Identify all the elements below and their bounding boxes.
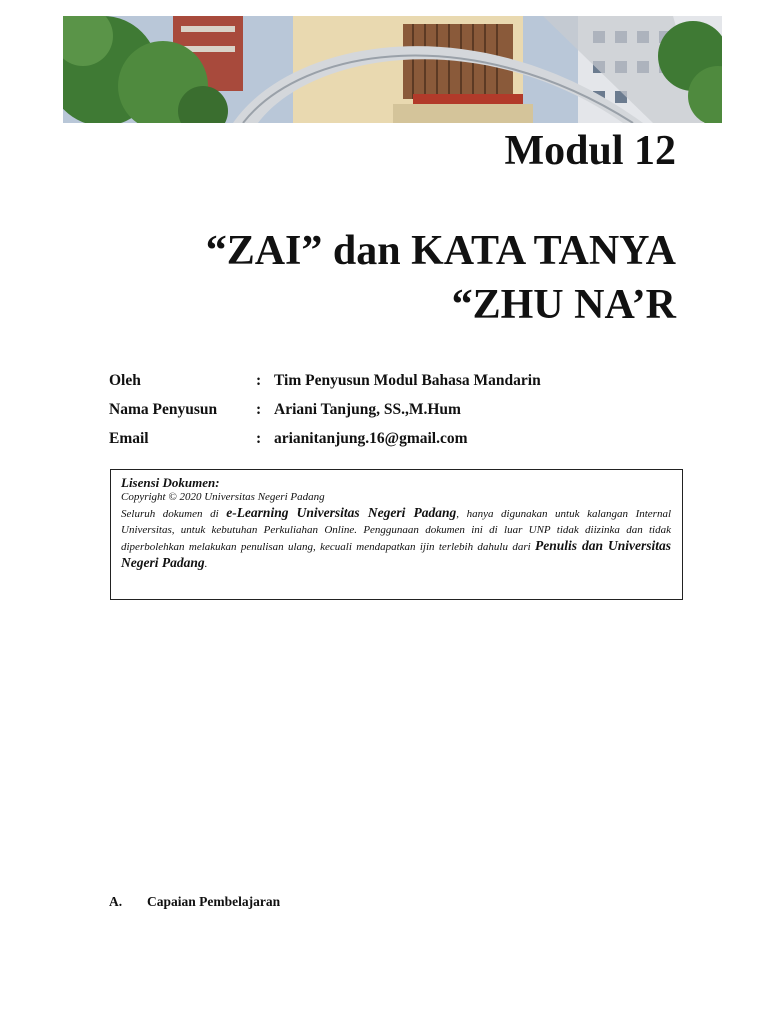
email-address: arianitanjung.16@gmail.com — [274, 429, 468, 447]
license-text: Seluruh dokumen di — [121, 508, 227, 520]
meta-label: Oleh — [109, 371, 141, 389]
meta-colon: : — [256, 429, 262, 447]
license-body — [121, 505, 671, 572]
module-number-heading: Modul 12 — [504, 128, 676, 174]
author-info — [109, 366, 541, 453]
license-text: . — [204, 558, 208, 570]
license-emphasis: e-Learning Universitas Negeri Padang — [226, 505, 457, 520]
auditorium-photo — [63, 16, 722, 123]
module-title-line-2: “ZHU NA’R — [451, 282, 676, 328]
meta-label: Nama Penyusun — [109, 400, 218, 418]
author-row-nama-penyusun — [109, 395, 541, 424]
meta-colon: : — [256, 371, 262, 389]
module-title — [206, 224, 676, 332]
license-box — [110, 469, 683, 600]
license-heading: Lisensi Dokumen: — [121, 475, 220, 490]
section-letter: A. — [109, 894, 123, 909]
meta-value: Tim Penyusun Modul Bahasa Mandarin — [274, 371, 541, 389]
author-row-oleh — [109, 366, 541, 395]
header-banner-image — [63, 16, 722, 123]
section-heading — [109, 894, 280, 910]
meta-value: Ariani Tanjung, SS.,M.Hum — [274, 400, 461, 418]
license-copyright: Copyright © 2020 Universitas Negeri Padang — [121, 491, 325, 503]
meta-label: Email — [109, 429, 149, 447]
author-row-email — [109, 424, 541, 453]
license-text: , hanya digunakan untuk kalangan Internal Universitas, untuk kebutuhan Perkuliahan Online. Penggunaan dokumen ini di luar UNP tidak diizinka dan tidak diperbolehkan melakukan penulisan ulang, kecuali mendapatkan ijin terlebih dahulu dari — [121, 508, 672, 553]
section-title: Capaian Pembelajaran — [147, 894, 281, 909]
license-emphasis: Penulis dan Universitas Negeri Padang — [121, 538, 671, 570]
module-title-line-1: “ZAI” dan KATA TANYA — [205, 228, 676, 274]
meta-colon: : — [256, 400, 262, 418]
